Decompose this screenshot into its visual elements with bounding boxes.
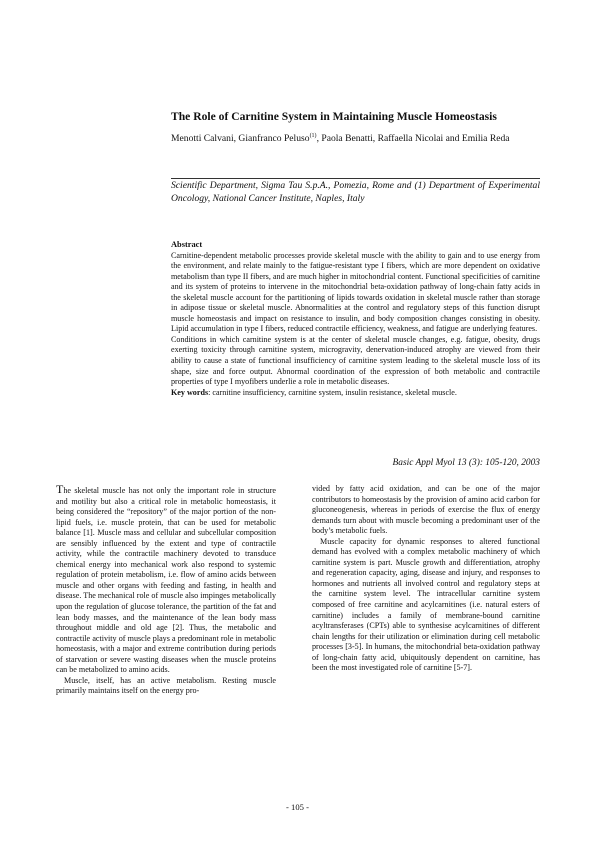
- journal-citation: Basic Appl Myol 13 (3): 105-120, 2003: [392, 458, 540, 468]
- body-column-left: [56, 484, 276, 697]
- body-column-right: [312, 484, 540, 674]
- abstract-block: [171, 240, 540, 398]
- body-paragraph-text: he skeletal muscle has not only the important role in structure and motility but also a critical role in metabolic homeostasis, it being considered the “repository” of the major portion of the non-lipid fuels, i.e. muscle protein, that can be used for metabolic balance [1]. Muscle mass and cellular and subcellular composition are sensibly influenced by the extent and type of contractile activity, while the contractile machinery devoted to transduce chemical energy into mechanical work also respond to systemic regulation of protein metabolism, i.e. flow of amino acids between muscle and other organs with feeding and fasting, in health and disease. The mechanical role of muscle also impinges metabolically upon the regulation of glucose tolerance, the partition of the fat and lean body masses, and the maintenance of the lean body mass throughout middle and old age [2]. Thus, the metabolic and contractile activity of muscle plays a predominant role in metabolic homeostasis, with a major and extreme contribution during periods of starvation or severe wasting diseases when the muscle proteins can be metabolized to amino acids.: [56, 486, 276, 675]
- page-number: - 105 -: [286, 802, 309, 812]
- body-paragraph: [56, 484, 276, 676]
- keywords-text: : carnitine insufficiency, carnitine system, insulin resistance, skeletal muscle.: [208, 387, 457, 397]
- keywords-line: [171, 388, 540, 399]
- abstract-paragraph-1: Carnitine-dependent metabolic processes provide skeletal muscle with the ability to gain and to use energy from the environment, and relate mainly to the fatigue-resistant type I fibers, which are more dependent on oxidative metabolism than type II fibers, and are much higher in mitochondrial content. Functional specificities of carnitine and its system of proteins to intervene in the mitochondrial beta-oxidation pathway of long-chain fatty acids in the skeletal muscle account for the partitioning of lipids towards oxidation in skeletal muscle rather than storage in adipose tissue or skeletal muscle. Abnormalities at the control and regulatory steps of this function disrupt muscle homeostasis and impact on resistance to insulin, and body composition changes consisting in obesity. Lipid accumulation in type I fibers, reduced contractile efficiency, weakness, and fatigue are underlying features.: [171, 250, 540, 334]
- authors-text-b: , Paola Benatti, Raffaella Nicolai and Emilia Reda: [316, 133, 510, 144]
- body-paragraph: vided by fatty acid oxidation, and can be one of the major contributors to homeostasis by the provision of amino acid carbon for gluconeogenesis, whereas in periods of exercise the flux of energy demands turn about with muscle becoming a predominant user of the body’s metabolic fuels.: [312, 484, 540, 536]
- affiliation: Scientific Department, Sigma Tau S.p.A., Pomezia, Rome and (1) Department of Experimental Oncology, National Cancer Institute, Naples, Italy: [171, 180, 540, 204]
- abstract-heading: Abstract: [171, 240, 203, 249]
- abstract-paragraph-2: Conditions in which carnitine system is at the center of skeletal muscle changes, e.g. fatigue, obesity, drugs exerting toxicity through carnitine system, microgravity, denervation-induced atrophy are viewed from their ability to cause a state of functional insufficiency of carnitine system leading to the skeletal muscle loss of its shape, size and force output. Abnormal coordination of the expression of both metabolic and contractile properties of type I myofibers underlie a role in metabolic diseases.: [171, 334, 540, 387]
- affiliation-marker: (1): [309, 133, 317, 139]
- author-list: [171, 133, 539, 145]
- keywords-label: Key words: [171, 387, 209, 397]
- body-paragraph: Muscle, itself, has an active metabolism. Resting muscle primarily maintains itself on the energy pro-: [56, 675, 276, 696]
- drop-cap: T: [56, 482, 64, 496]
- authors-text-a: Menotti Calvani, Gianfranco Peluso: [171, 133, 310, 144]
- body-paragraph: Muscle capacity for dynamic responses to altered functional demand has evolved with a complex metabolic machinery of which carnitine system is part. Muscle growth and differentiation, atrophy and regeneration capacity, aging, disease and injury, and responses to hormones and nutrients all involved control and regulatory steps at the carnitine system level. The intracellular carnitine system composed of free carnitine and acylcarnitines (i.e. natural esters of carnitine) includes a family of membrane-bound carnitine acyltransferases (CPTs) able to synthesise acylcarnitines of different chain lengths for their utilization or elimination during cell metabolic processes [3-5]. In humans, the mitochondrial beta-oxidation pathway of long-chain fatty acid, ubiquitously dependent on carnitine, has been the most investigated role of carnitine [5-7].: [312, 536, 540, 673]
- article-title: The Role of Carnitine System in Maintaining Muscle Homeostasis: [171, 110, 497, 123]
